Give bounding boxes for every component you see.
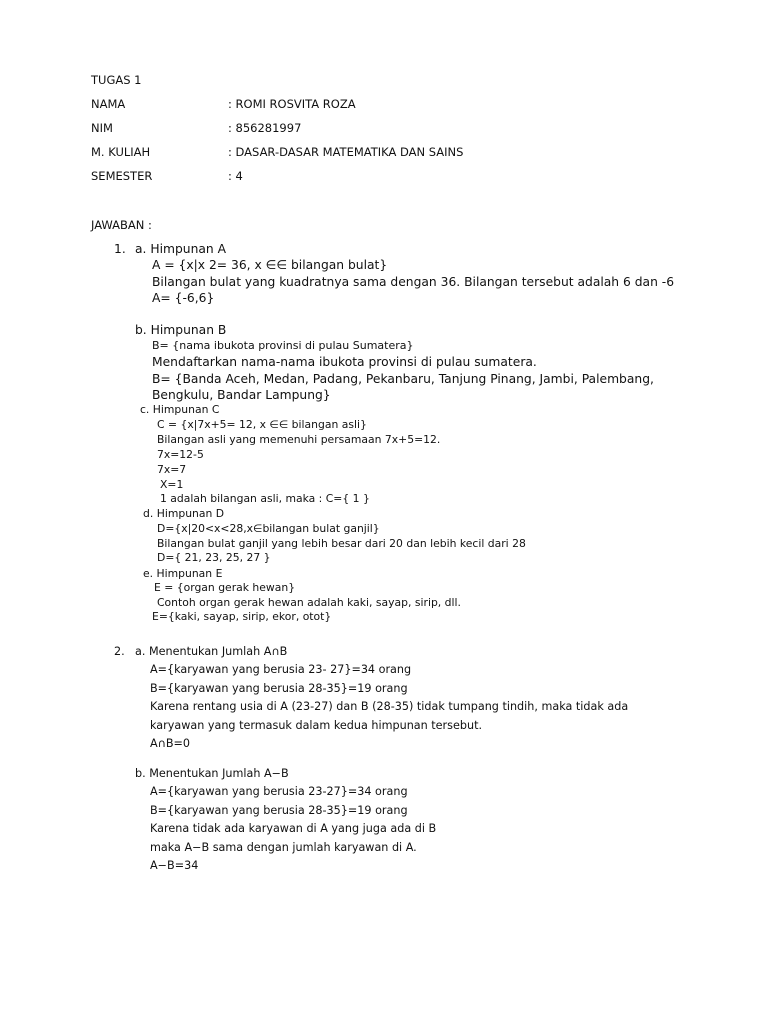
q1c-line: C = {x|7x+5= 12, x ∈∈ bilangan asli} [157, 418, 367, 431]
q1c-line: 7x=12-5 [157, 448, 204, 461]
q1c-line: Bilangan asli yang memenuhi persamaan 7x+5=12. [157, 433, 441, 446]
q1d-line: D={ 21, 23, 25, 27 } [157, 551, 271, 564]
q2b-line: B={karyawan yang berusia 28-35}=19 orang [150, 804, 408, 817]
q2-number: 2. [114, 645, 125, 658]
field-matakuliah-value: : DASAR-DASAR MATEMATIKA DAN SAINS [228, 145, 464, 159]
q1b-line: Bengkulu, Bandar Lampung} [152, 388, 331, 402]
q1c-line: X=1 [160, 478, 184, 491]
q1a-line: A= {-6,6} [152, 291, 215, 305]
q1a-title: a. Himpunan A [135, 242, 227, 256]
field-matakuliah-label: M. KULIAH [91, 145, 151, 159]
q1a-line: Bilangan bulat yang kuadratnya sama dengan 36. Bilangan tersebut adalah 6 dan -6 [152, 275, 675, 289]
q1e-line: E={kaki, sayap, sirip, ekor, otot} [152, 610, 332, 623]
doc-title: TUGAS 1 [91, 73, 142, 87]
q1b-line: B= {Banda Aceh, Medan, Padang, Pekanbaru, Tanjung Pinang, Jambi, Palembang, [152, 372, 654, 386]
q1d-line: D={x|20<x<28,x∈bilangan bulat ganjil} [157, 522, 380, 535]
field-nama-value: : ROMI ROSVITA ROZA [228, 97, 356, 111]
q1d-title: d. Himpunan D [143, 507, 225, 520]
q2a-line: karyawan yang termasuk dalam kedua himpunan tersebut. [150, 719, 483, 732]
q1e-line: Contoh organ gerak hewan adalah kaki, sayap, sirip, dll. [157, 596, 461, 609]
field-semester-label: SEMESTER [91, 169, 153, 183]
q2b-line: A−B=34 [150, 859, 199, 872]
q1c-line: 1 adalah bilangan asli, maka : C={ 1 } [160, 492, 370, 505]
q2b-line: maka A−B sama dengan jumlah karyawan di A. [150, 841, 417, 854]
field-nim-label: NIM [91, 121, 113, 135]
q1c-title: c. Himpunan C [140, 403, 220, 416]
q2b-line: Karena tidak ada karyawan di A yang juga ada di B [150, 822, 437, 835]
q1b-title: b. Himpunan B [135, 323, 227, 337]
q1b-line: B= {nama ibukota provinsi di pulau Sumatera} [152, 339, 414, 352]
q2b-title: b. Menentukan Jumlah A−B [135, 767, 289, 780]
q2a-line: A∩B=0 [150, 737, 191, 750]
field-nama-label: NAMA [91, 97, 126, 111]
q1b-line: Mendaftarkan nama-nama ibukota provinsi di pulau sumatera. [152, 355, 537, 369]
field-nim-value: : 856281997 [228, 121, 302, 135]
q2a-line: B={karyawan yang berusia 28-35}=19 orang [150, 682, 408, 695]
q1a-line: A = {x|x 2= 36, x ∈∈ bilangan bulat} [152, 258, 388, 272]
q1-number: 1. [114, 242, 126, 256]
q1e-line: E = {organ gerak hewan} [154, 581, 296, 594]
q1e-title: e. Himpunan E [143, 567, 223, 580]
q1c-line: 7x=7 [157, 463, 187, 476]
q2a-title: a. Menentukan Jumlah A∩B [135, 645, 288, 658]
q1d-line: Bilangan bulat ganjil yang lebih besar dari 20 dan lebih kecil dari 28 [157, 537, 526, 550]
q2b-line: A={karyawan yang berusia 23-27}=34 orang [150, 785, 408, 798]
q2a-line: Karena rentang usia di A (23-27) dan B (28-35) tidak tumpang tindih, maka tidak ada [150, 700, 629, 713]
jawaban-heading: JAWABAN : [91, 218, 152, 232]
q2a-line: A={karyawan yang berusia 23- 27}=34 orang [150, 663, 412, 676]
field-semester-value: : 4 [228, 169, 243, 183]
